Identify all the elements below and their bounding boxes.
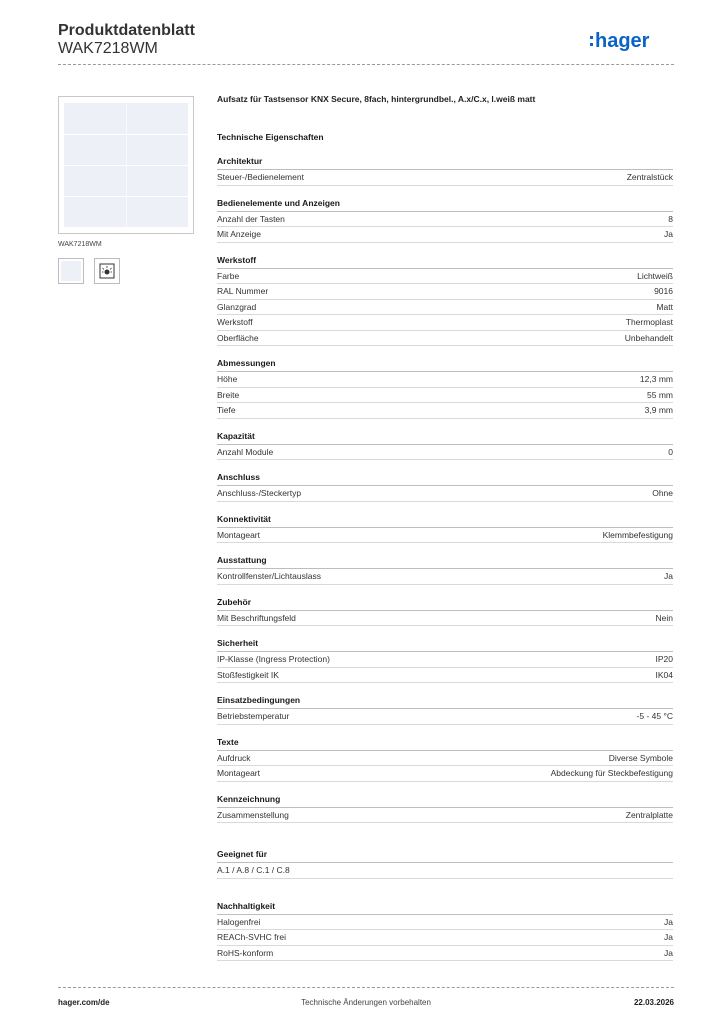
spec-row: [217, 915, 673, 931]
spec-label: Aufdruck: [217, 752, 251, 763]
spec-row: [217, 528, 673, 544]
thumbnail-strip: [58, 258, 198, 284]
spec-group: [217, 356, 673, 419]
light-sensor-icon: [98, 262, 116, 280]
group-title: Bedienelemente und Anzeigen: [217, 196, 673, 212]
spec-row: [217, 611, 673, 627]
spec-group: [217, 735, 673, 782]
spec-group: [217, 429, 673, 461]
spec-row: [217, 227, 673, 243]
product-image[interactable]: [58, 96, 194, 234]
group-title: Geeignet für: [217, 847, 673, 863]
group-title: Sicherheit: [217, 636, 673, 652]
spec-row: [217, 668, 673, 684]
spec-label: Montageart: [217, 529, 260, 540]
spec-label: RoHS-konform: [217, 947, 274, 958]
spec-row: [217, 808, 673, 824]
spec-group: [217, 693, 673, 725]
spec-value: Ja: [664, 932, 673, 942]
spec-value: Klemmbefestigung: [602, 529, 673, 540]
spec-label: Oberfläche: [217, 332, 259, 343]
spec-label: REACh-SVHC frei: [217, 932, 286, 942]
document-date: 22.03.2026: [633, 998, 674, 1007]
spec-row: [217, 946, 673, 962]
spec-value: Thermoplast: [625, 317, 673, 327]
spec-value: Lichtweiß: [637, 270, 673, 281]
group-title: Abmessungen: [217, 356, 673, 372]
spec-row: [217, 372, 673, 388]
spec-group: [217, 470, 673, 502]
spec-group: [217, 553, 673, 585]
spec-label: Anzahl der Tasten: [217, 213, 285, 224]
spec-label: A.1 / A.8 / C.1 / C.8: [217, 865, 290, 875]
spec-group: [217, 196, 673, 243]
article-number: WAK7218WM: [58, 40, 158, 57]
spec-value: 12,3 mm: [639, 374, 673, 384]
spec-group: [217, 154, 673, 186]
spec-row: [217, 315, 673, 331]
spec-value: Zentralstück: [626, 172, 673, 182]
spec-label: Betriebstemperatur: [217, 711, 290, 721]
spec-label: Mit Anzeige: [217, 229, 261, 239]
spec-row: [217, 269, 673, 285]
spec-value: 3,9 mm: [644, 405, 673, 415]
document-title: Produktdatenblatt: [58, 22, 195, 39]
spec-row: [217, 331, 673, 347]
spec-label: Steuer-/Bedienelement: [217, 172, 304, 182]
spec-row: [217, 403, 673, 419]
spec-row: [217, 569, 673, 585]
footer-divider: [58, 987, 674, 988]
spec-row: [217, 212, 673, 228]
spec-value: Zentralplatte: [625, 809, 673, 820]
spec-label: Werkstoff: [217, 317, 253, 327]
product-plate: [64, 103, 188, 227]
spec-value: 8: [668, 213, 673, 224]
group-title: Konnektivität: [217, 512, 673, 528]
spec-label: Zusammenstellung: [217, 809, 289, 820]
spec-row: [217, 652, 673, 668]
group-title: Einsatzbedingungen: [217, 693, 673, 709]
spec-value: Abdeckung für Steckbefestigung: [550, 768, 673, 778]
group-title: Architektur: [217, 154, 673, 170]
spec-label: Anschluss-/Steckertyp: [217, 488, 302, 498]
product-description: Aufsatz für Tastsensor KNX Secure, 8fach, hintergrundbel., A.x/C.x, l.weiß matt: [217, 94, 536, 104]
spec-label: Breite: [217, 389, 240, 400]
spec-group: [217, 512, 673, 544]
spec-label: Stoßfestigkeit IK: [217, 669, 279, 680]
page-footer: [58, 998, 674, 1010]
spec-label: Farbe: [217, 270, 240, 281]
sustainability-group: [217, 899, 673, 962]
group-title: Kapazität: [217, 429, 673, 445]
product-media: [58, 96, 198, 284]
spec-group: [217, 595, 673, 627]
spec-label: Tiefe: [217, 405, 236, 415]
light-sensor-thumbnail[interactable]: [94, 258, 120, 284]
spec-value: -5 - 45 °C: [636, 711, 673, 721]
spec-group: [217, 636, 673, 683]
spec-groups: [217, 154, 673, 823]
header-divider: [58, 64, 674, 65]
spec-label: Höhe: [217, 374, 238, 384]
group-title: Werkstoff: [217, 253, 673, 269]
spec-row: [217, 284, 673, 300]
image-caption: WAK7218WM: [58, 241, 102, 248]
suitable-for-group: [217, 847, 673, 879]
spec-row: [217, 388, 673, 404]
spec-row: [217, 486, 673, 502]
spec-row: [217, 709, 673, 725]
group-title: Texte: [217, 735, 673, 751]
spec-content: [217, 92, 673, 961]
spec-value: Matt: [656, 301, 673, 312]
product-thumbnail[interactable]: [58, 258, 84, 284]
spec-label: IP-Klasse (Ingress Protection): [217, 654, 330, 664]
spec-value: 55 mm: [647, 389, 673, 400]
spec-label: Halogenfrei: [217, 916, 261, 927]
group-title: Nachhaltigkeit: [217, 899, 673, 915]
group-title: Zubehör: [217, 595, 673, 611]
spec-label: RAL Nummer: [217, 286, 269, 296]
hager-logo: [590, 28, 674, 52]
spec-value: Diverse Symbole: [608, 752, 673, 763]
spec-label: Anzahl Module: [217, 446, 274, 457]
product-thumbnail-image: [61, 261, 81, 281]
spec-value: IP20: [655, 654, 673, 664]
spec-value: Ja: [664, 947, 673, 958]
spec-value: 9016: [654, 286, 673, 296]
spec-group: [217, 792, 673, 824]
spec-value: Ja: [664, 916, 673, 927]
spec-row: [217, 300, 673, 316]
spec-label: Montageart: [217, 768, 260, 778]
spec-group: [217, 253, 673, 347]
spec-value: IK04: [655, 669, 673, 680]
spec-row: [217, 863, 673, 879]
website-link[interactable]: hager.com/de: [58, 998, 110, 1007]
spec-row: [217, 445, 673, 461]
spec-row: [217, 751, 673, 767]
page-header: [58, 20, 674, 64]
svg-text:hager: hager: [595, 30, 650, 52]
spec-value: Ja: [664, 229, 673, 239]
spec-row: [217, 766, 673, 782]
disclaimer: Technische Änderungen vorbehalten: [301, 998, 431, 1007]
spec-value: 0: [668, 446, 673, 457]
group-title: Anschluss: [217, 470, 673, 486]
spec-label: Kontrollfenster/Lichtauslass: [217, 571, 321, 581]
spec-label: Mit Beschriftungsfeld: [217, 612, 296, 623]
spec-value: Nein: [655, 612, 673, 623]
spec-value: Unbehandelt: [624, 332, 673, 343]
group-title: Ausstattung: [217, 553, 673, 569]
spec-value: Ohne: [652, 488, 673, 498]
spec-row: [217, 930, 673, 946]
group-title: Kennzeichnung: [217, 792, 673, 808]
specs-title: Technische Eigenschaften: [217, 132, 324, 142]
spec-value: Ja: [664, 571, 673, 581]
spec-label: Glanzgrad: [217, 301, 257, 312]
spec-row: [217, 170, 673, 186]
